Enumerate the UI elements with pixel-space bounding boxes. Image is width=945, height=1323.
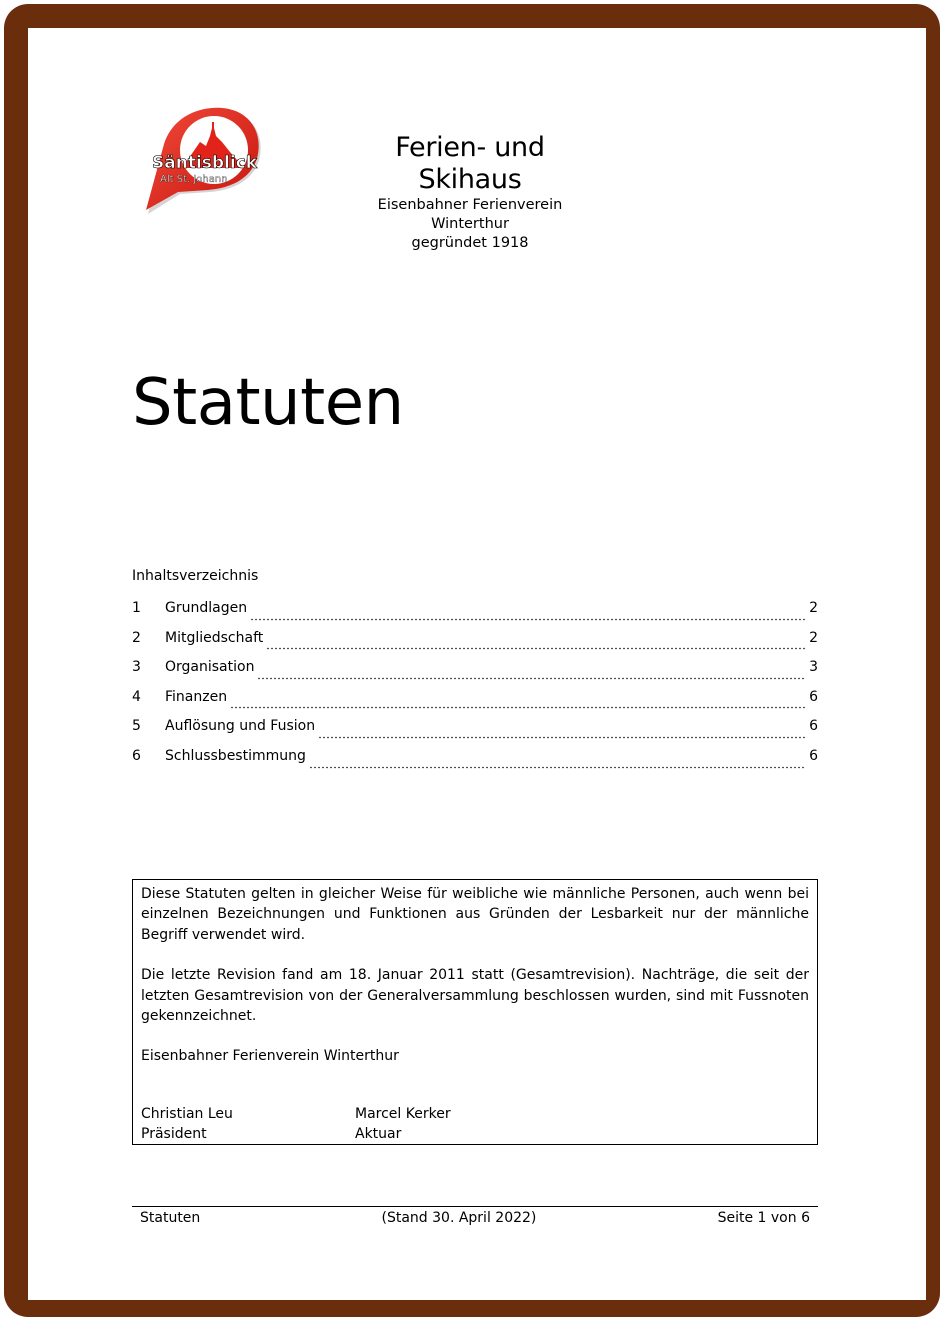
header-title: Ferien- und Skihaus xyxy=(395,132,545,195)
page-footer xyxy=(140,1210,810,1226)
toc-dot-leader xyxy=(230,706,806,709)
notice-paragraph-gender: Diese Statuten gelten in gleicher Weise für weibliche wie männliche Personen, auch wenn bei einzelnen Bezeichnungen und Funktionen aus Gründen der Lesbarkeit nur der männliche Begriff verwendet wird. xyxy=(141,886,809,943)
toc-entry-page: 2 xyxy=(809,600,818,616)
header-subtitle: Eisenbahner Ferienverein Winterthur xyxy=(377,197,563,232)
toc-entry-label: Mitgliedschaft xyxy=(165,629,264,646)
toc-entry-label: Grundlagen xyxy=(165,600,248,616)
toc-entry-label: Organisation xyxy=(165,659,255,676)
toc-entry-number: 5 xyxy=(132,718,141,735)
toc-entry[interactable] xyxy=(132,748,818,778)
logo-sub-text: Alt St. Johann xyxy=(160,174,228,185)
document-title: Statuten xyxy=(132,366,404,440)
toc-entry-number: 1 xyxy=(132,600,141,616)
toc-entry-number: 6 xyxy=(132,747,141,764)
toc-heading: Inhaltsverzeichnis xyxy=(132,568,259,584)
toc-entry[interactable] xyxy=(132,659,818,689)
notice-box xyxy=(132,879,818,1145)
footer-doc-name: Statuten xyxy=(140,1210,201,1226)
document-page xyxy=(28,28,926,1300)
toc-entry-page: 6 xyxy=(809,718,818,735)
toc-dot-leader xyxy=(266,647,806,650)
toc-dot-leader xyxy=(318,736,806,739)
signature-block xyxy=(141,1104,801,1145)
toc-entry-label: Auflösung und Fusion xyxy=(165,718,316,735)
toc-entry[interactable] xyxy=(132,689,818,719)
toc-entry-number: 4 xyxy=(132,688,141,705)
notice-paragraph-revision: Die letzte Revision fand am 18. Januar 2011 statt (Gesamtrevision). Nachträge, die seit der letzten Gesamtrevision von der Generalversammlung beschlossen wurden, sind mit Fussnoten gekennzeichnet. xyxy=(141,967,809,1025)
logo-main-text: Säntisblick xyxy=(152,153,258,173)
header-block xyxy=(340,132,600,253)
toc-dot-leader xyxy=(309,766,806,769)
footer-page-number: Seite 1 von 6 xyxy=(717,1210,810,1226)
toc-entry[interactable] xyxy=(132,630,818,660)
toc-entry-number: 2 xyxy=(132,629,141,646)
footer-divider xyxy=(132,1206,818,1207)
signatory-name: Christian Leu xyxy=(141,1106,233,1122)
table-of-contents xyxy=(132,600,818,778)
toc-entry-page: 2 xyxy=(809,629,818,646)
signatory-role: Präsident xyxy=(141,1126,207,1143)
toc-entry[interactable] xyxy=(132,600,818,630)
toc-entry-page: 6 xyxy=(809,688,818,705)
toc-entry[interactable] xyxy=(132,718,818,748)
toc-entry-page: 6 xyxy=(809,747,818,764)
signatory-role: Aktuar xyxy=(355,1126,402,1143)
header-founded: gegründet 1918 xyxy=(411,235,529,251)
toc-entry-label: Finanzen xyxy=(165,688,228,705)
toc-entry-page: 3 xyxy=(809,659,818,676)
notice-organization: Eisenbahner Ferienverein Winterthur xyxy=(141,1048,399,1065)
footer-date: (Stand 30. April 2022) xyxy=(381,1210,537,1226)
toc-dot-leader xyxy=(250,618,806,621)
toc-entry-number: 3 xyxy=(132,659,141,676)
page-frame xyxy=(4,4,940,1317)
toc-entry-label: Schlussbestimmung xyxy=(165,747,306,764)
signatory-name: Marcel Kerker xyxy=(355,1106,451,1122)
toc-dot-leader xyxy=(257,677,806,680)
saentisblick-logo xyxy=(140,106,266,214)
